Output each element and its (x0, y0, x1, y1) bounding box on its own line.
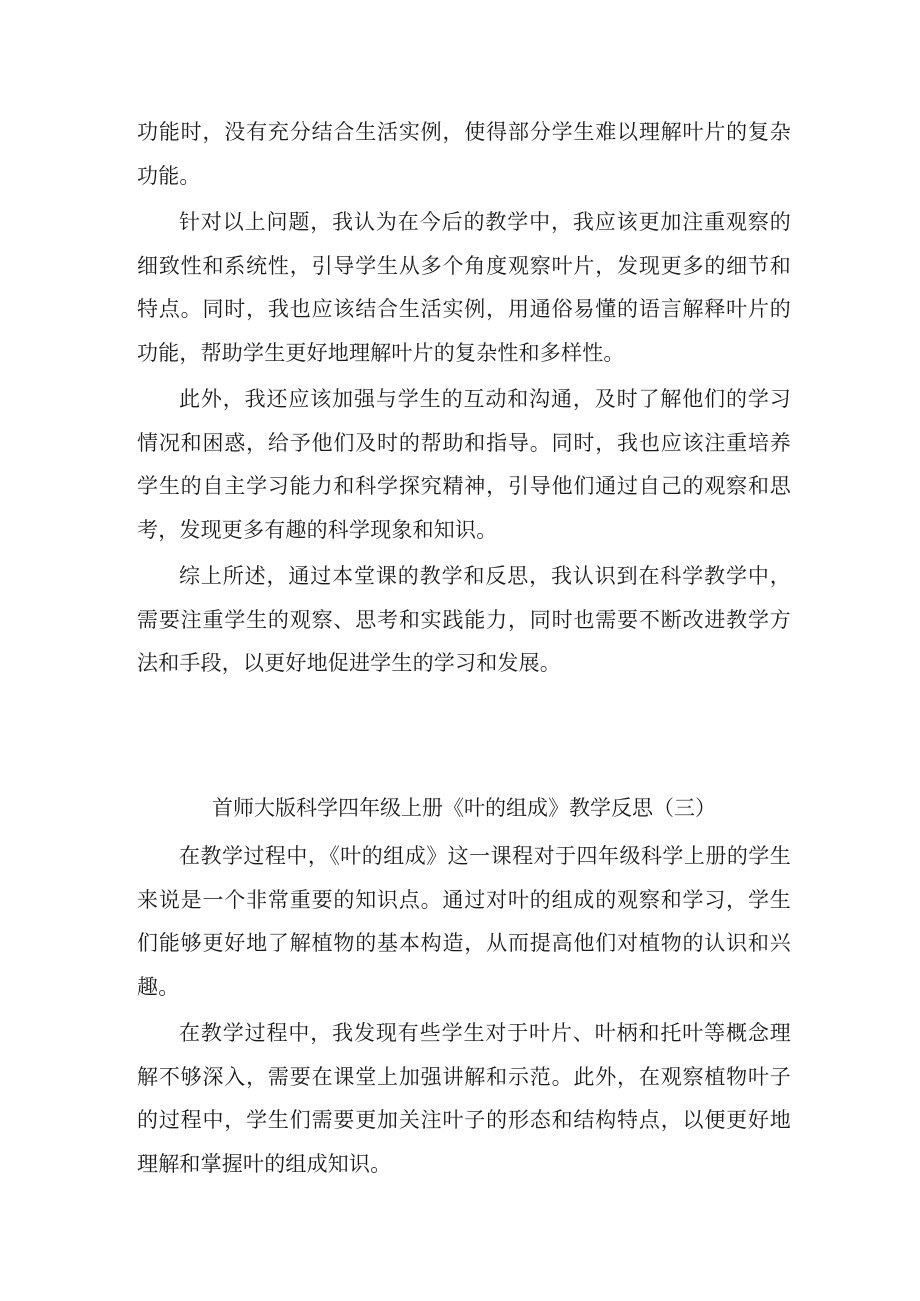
paragraph-continuation: 功能时，没有充分结合生活实例，使得部分学生难以理解叶片的复杂功能。 (137, 120, 791, 188)
paragraph-findings: 在教学过程中，我发现有些学生对于叶片、叶柄和托叶等概念理解不够深入，需要在课堂上加强讲解和示范。此外，在观察植物叶子的过程中，学生们需要更加关注叶子的形态和结构特点，以便更好地理解和掌握叶的组成知识。 (137, 1021, 791, 1176)
section-one (137, 111, 791, 686)
paragraph-summary: 综上所述，通过本堂课的教学和反思，我认识到在科学教学中，需要注重学生的观察、思考和实践能力，同时也需要不断改进教学方法和手段，以更好地促进学生的学习和发展。 (137, 564, 791, 675)
section-two (137, 835, 791, 1186)
paragraph-interaction: 此外，我还应该加强与学生的互动和沟通，及时了解他们的学习情况和困惑，给予他们及时的帮助和指导。同时，我也应该注重培养学生的自主学习能力和科学探究精神，引导他们通过自己的观察和思考，发现更多有趣的科学现象和知识。 (137, 387, 791, 542)
paragraph-introduction: 在教学过程中，《叶的组成》这一课程对于四年级科学上册的学生来说是一个非常重要的知识点。通过对叶的组成的观察和学习，学生们能够更好地了解植物的基本构造，从而提高他们对植物的认识和兴趣。 (137, 844, 791, 999)
paragraph-improvement-plan: 针对以上问题，我认为在今后的教学中，我应该更加注重观察的细致性和系统性，引导学生从多个角度观察叶片，发现更多的细节和特点。同时，我也应该结合生活实例，用通俗易懂的语言解释叶片的功能，帮助学生更好地理解叶片的复杂性和多样性。 (137, 210, 791, 365)
section-title: 首师大版科学四年级上册《叶的组成》教学反思（三） (212, 796, 716, 820)
